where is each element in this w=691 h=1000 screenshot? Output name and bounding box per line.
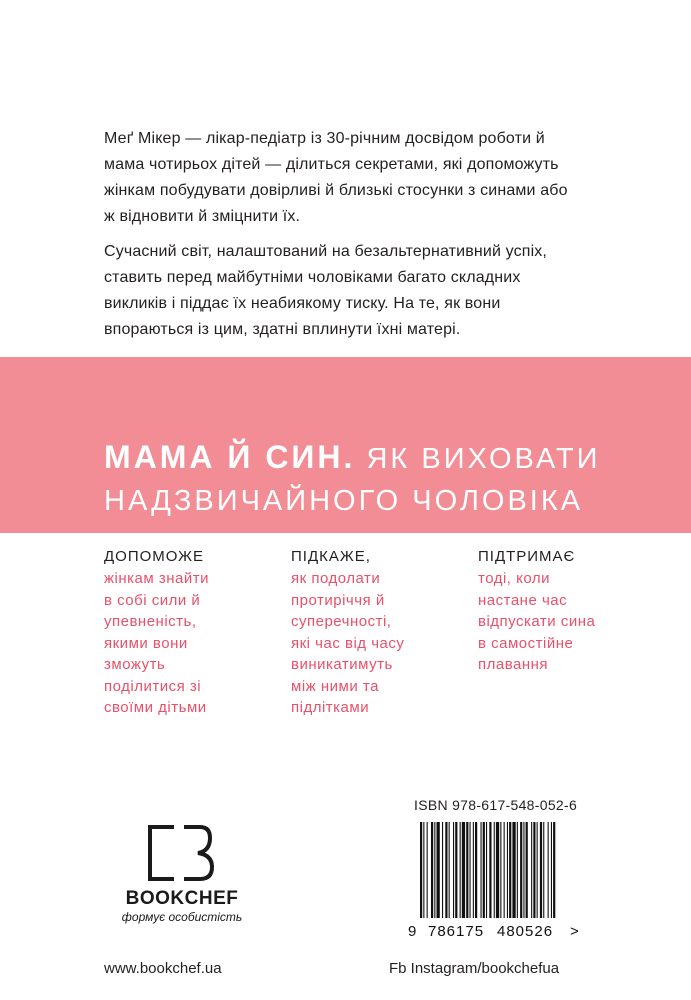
- barcode-bar: [486, 822, 487, 918]
- barcode-bar: [551, 822, 552, 918]
- barcode-bar: [504, 822, 505, 918]
- isbn-label: ISBN 978-617-548-052-6: [414, 797, 578, 813]
- intro-text: [104, 126, 604, 352]
- barcode-bar: [520, 822, 522, 918]
- barcode-bar: [475, 822, 477, 918]
- title-bold: МАМА Й СИН.: [104, 439, 356, 475]
- title-light-line2: НАДЗВИЧАЙНОГО ЧОЛОВІКА: [104, 485, 584, 517]
- barcode-bar: [460, 822, 461, 918]
- barcode-bar: [507, 822, 508, 918]
- barcode-bar: [523, 822, 524, 918]
- column-advises: [291, 547, 456, 719]
- barcode-bar: [431, 822, 433, 918]
- barcode-bar: [423, 822, 424, 918]
- column-heading: ДОПОМОЖЕ: [104, 548, 204, 565]
- barcode-bar: [553, 822, 555, 918]
- barcode-bar: [427, 822, 428, 918]
- barcode-bar: [466, 822, 468, 918]
- barcode-bar: [470, 822, 471, 918]
- barcode-bar: [494, 822, 495, 918]
- barcode-bar: [543, 822, 544, 918]
- barcode-bar: [442, 822, 443, 918]
- column-helps: [104, 547, 269, 719]
- barcode-bar: [500, 822, 501, 918]
- publisher-name: BOOKCHEF: [125, 888, 239, 909]
- barcode-digits-right: 480526: [497, 923, 554, 940]
- book-title: [104, 437, 664, 521]
- intro-paragraph-2: Сучасний світ, налаштований на безальтернативний успіх, ставить перед майбутніми чоловіками багато складних викликів і піддає їх неабиякому тиску. На те, як вони впораються із цим, здатні вплинути їхні матері.: [104, 243, 548, 338]
- publisher-tagline: формує особистість: [121, 910, 243, 924]
- isbn-barcode: [406, 818, 582, 943]
- barcode-bar: [496, 822, 499, 918]
- column-heading: ПІДКАЖЕ,: [291, 548, 371, 565]
- barcode-bar: [533, 822, 535, 918]
- barcode-bar: [517, 822, 518, 918]
- barcode-bar: [540, 822, 542, 918]
- website-link[interactable]: www.bookchef.ua: [104, 960, 222, 977]
- social-link[interactable]: Fb Instagram/bookchefua: [389, 960, 560, 977]
- barcode-digits-left: 786175: [428, 923, 485, 940]
- barcode-bar: [445, 822, 447, 918]
- barcode-bar: [462, 822, 465, 918]
- column-body: тоді, коли настане час відпускати сина в самостійне плавання: [478, 570, 596, 673]
- barcode-digit-first: 9: [408, 923, 417, 940]
- column-supports: [478, 547, 643, 676]
- bookchef-logo-icon: [146, 823, 214, 883]
- barcode-bar: [437, 822, 440, 918]
- barcode-bar: [537, 822, 538, 918]
- barcode-bar: [512, 822, 515, 918]
- barcode-bar: [455, 822, 457, 918]
- column-heading: ПІДТРИМАЄ: [478, 548, 576, 565]
- barcode-bar: [548, 822, 549, 918]
- barcode-bar: [481, 822, 482, 918]
- barcode-quiet-mark: >: [570, 923, 579, 940]
- barcode-bar: [449, 822, 450, 918]
- title-light-line1: ЯК ВИХОВАТИ: [355, 443, 601, 475]
- barcode-bar: [531, 822, 532, 918]
- column-body: як подолати протиріччя й суперечності, які час від часу виникатимуть між ними та підлітками: [291, 570, 405, 716]
- barcode-bar: [453, 822, 454, 918]
- barcode-bar: [489, 822, 491, 918]
- barcode-bar: [434, 822, 435, 918]
- intro-paragraph-1: Меґ Мікер — лікар-педіатр із 30-річним досвідом роботи й мама чотирьох дітей — ділиться секретами, які допоможуть жінкам побудувати довірливі й близькі стосунки з синами або ж відновити й зміцнити їх.: [104, 130, 568, 225]
- barcode-bar: [483, 822, 485, 918]
- barcode-bar: [509, 822, 511, 918]
- column-body: жінкам знайти в собі сили й упевненість, якими вони зможуть поділитися зі своїми дітьми: [104, 570, 209, 716]
- barcode-bar: [420, 822, 422, 918]
- barcode-bar: [526, 822, 528, 918]
- barcode-bar: [473, 822, 474, 918]
